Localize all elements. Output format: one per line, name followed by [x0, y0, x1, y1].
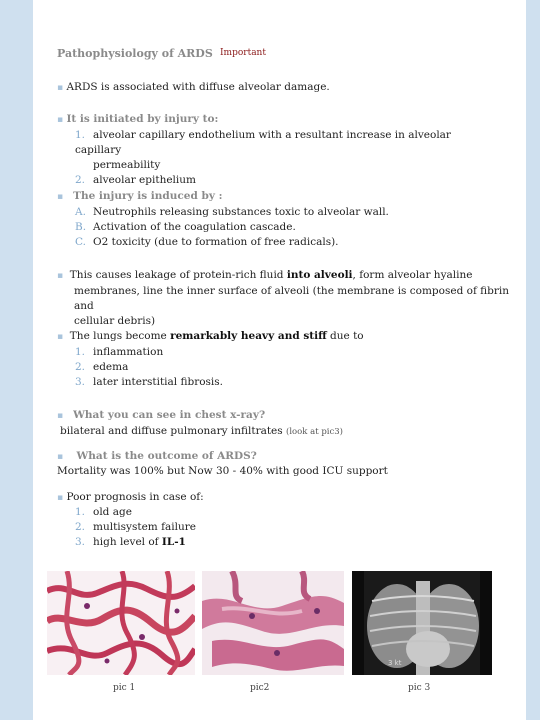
list-item: 3. high level of IL-1: [75, 536, 186, 548]
list-item: permeability: [93, 159, 161, 171]
list-item: 1. old age: [75, 506, 132, 518]
induced-list: [75, 205, 495, 250]
outcome-text: Mortality was 100% but Now 30 - 40% with good ICU support: [57, 465, 388, 477]
page-title: Pathophysiology of ARDS: [57, 47, 213, 60]
list-item: 1. inflammation: [75, 346, 164, 358]
chest-xray-image-pic3: [352, 571, 492, 675]
bullet-marker: ▪: [57, 452, 64, 462]
list-item: 2. multisystem failure: [75, 521, 196, 533]
bullet-leakage: ▪ This causes leakage of protein-rich fluid into alveoli, form alveolar hyaline membranes, line the inner surface of alveoli (the membrane is composed of fibrin and cellular debris): [57, 269, 510, 327]
list-item: B. Activation of the coagulation cascade.: [75, 221, 296, 233]
bullet-marker: ▪: [57, 115, 64, 125]
histology-image-pic2: [202, 571, 344, 675]
list-item: C. O2 toxicity (due to formation of free radicals).: [75, 236, 339, 248]
lungs-list: [75, 345, 223, 390]
bullet-lungs-heavy: ▪ The lungs become remarkably heavy and stiff due to: [57, 330, 364, 342]
bullet-marker: ▪: [57, 271, 64, 281]
list-item: 2. edema: [75, 361, 129, 373]
list-item: 2. alveolar epithelium: [75, 174, 196, 186]
bullet-induced-by: ▪ The injury is induced by :: [57, 190, 223, 202]
bullet-marker: ▪: [57, 411, 64, 421]
important-label: Important: [220, 48, 266, 58]
bullet-xray: ▪ What you can see in chest x-ray?: [57, 409, 266, 421]
histology-image-pic1: [47, 571, 195, 675]
bullet-marker: ▪: [57, 332, 64, 342]
xray-text: bilateral and diffuse pulmonary infiltrates (look at pic3): [60, 425, 343, 437]
xray-marker-text: 3 kt: [388, 659, 402, 667]
list-item: A. Neutrophils releasing substances toxic to alveolar wall.: [75, 206, 389, 218]
bullet-ards-association: ▪ ARDS is associated with diffuse alveolar damage.: [57, 81, 330, 93]
bullet-marker: ▪: [57, 83, 64, 93]
caption-pic3: pic 3: [408, 683, 431, 693]
prognosis-list: [75, 505, 196, 550]
caption-pic2: pic2: [250, 683, 270, 693]
bullet-initiated-by: ▪ It is initiated by injury to:: [57, 113, 219, 125]
bullet-prognosis: ▪ Poor prognosis in case of:: [57, 491, 204, 503]
initiated-list: [75, 128, 495, 188]
list-item: 1. alveolar capillary endothelium with a resultant increase in alveolar capillary: [75, 129, 451, 156]
bullet-marker: ▪: [57, 192, 64, 202]
bullet-marker: ▪: [57, 493, 64, 503]
list-item: 3. later interstitial fibrosis.: [75, 376, 224, 388]
bullet-outcome: ▪ What is the outcome of ARDS?: [57, 450, 257, 462]
caption-pic1: pic 1: [113, 683, 136, 693]
